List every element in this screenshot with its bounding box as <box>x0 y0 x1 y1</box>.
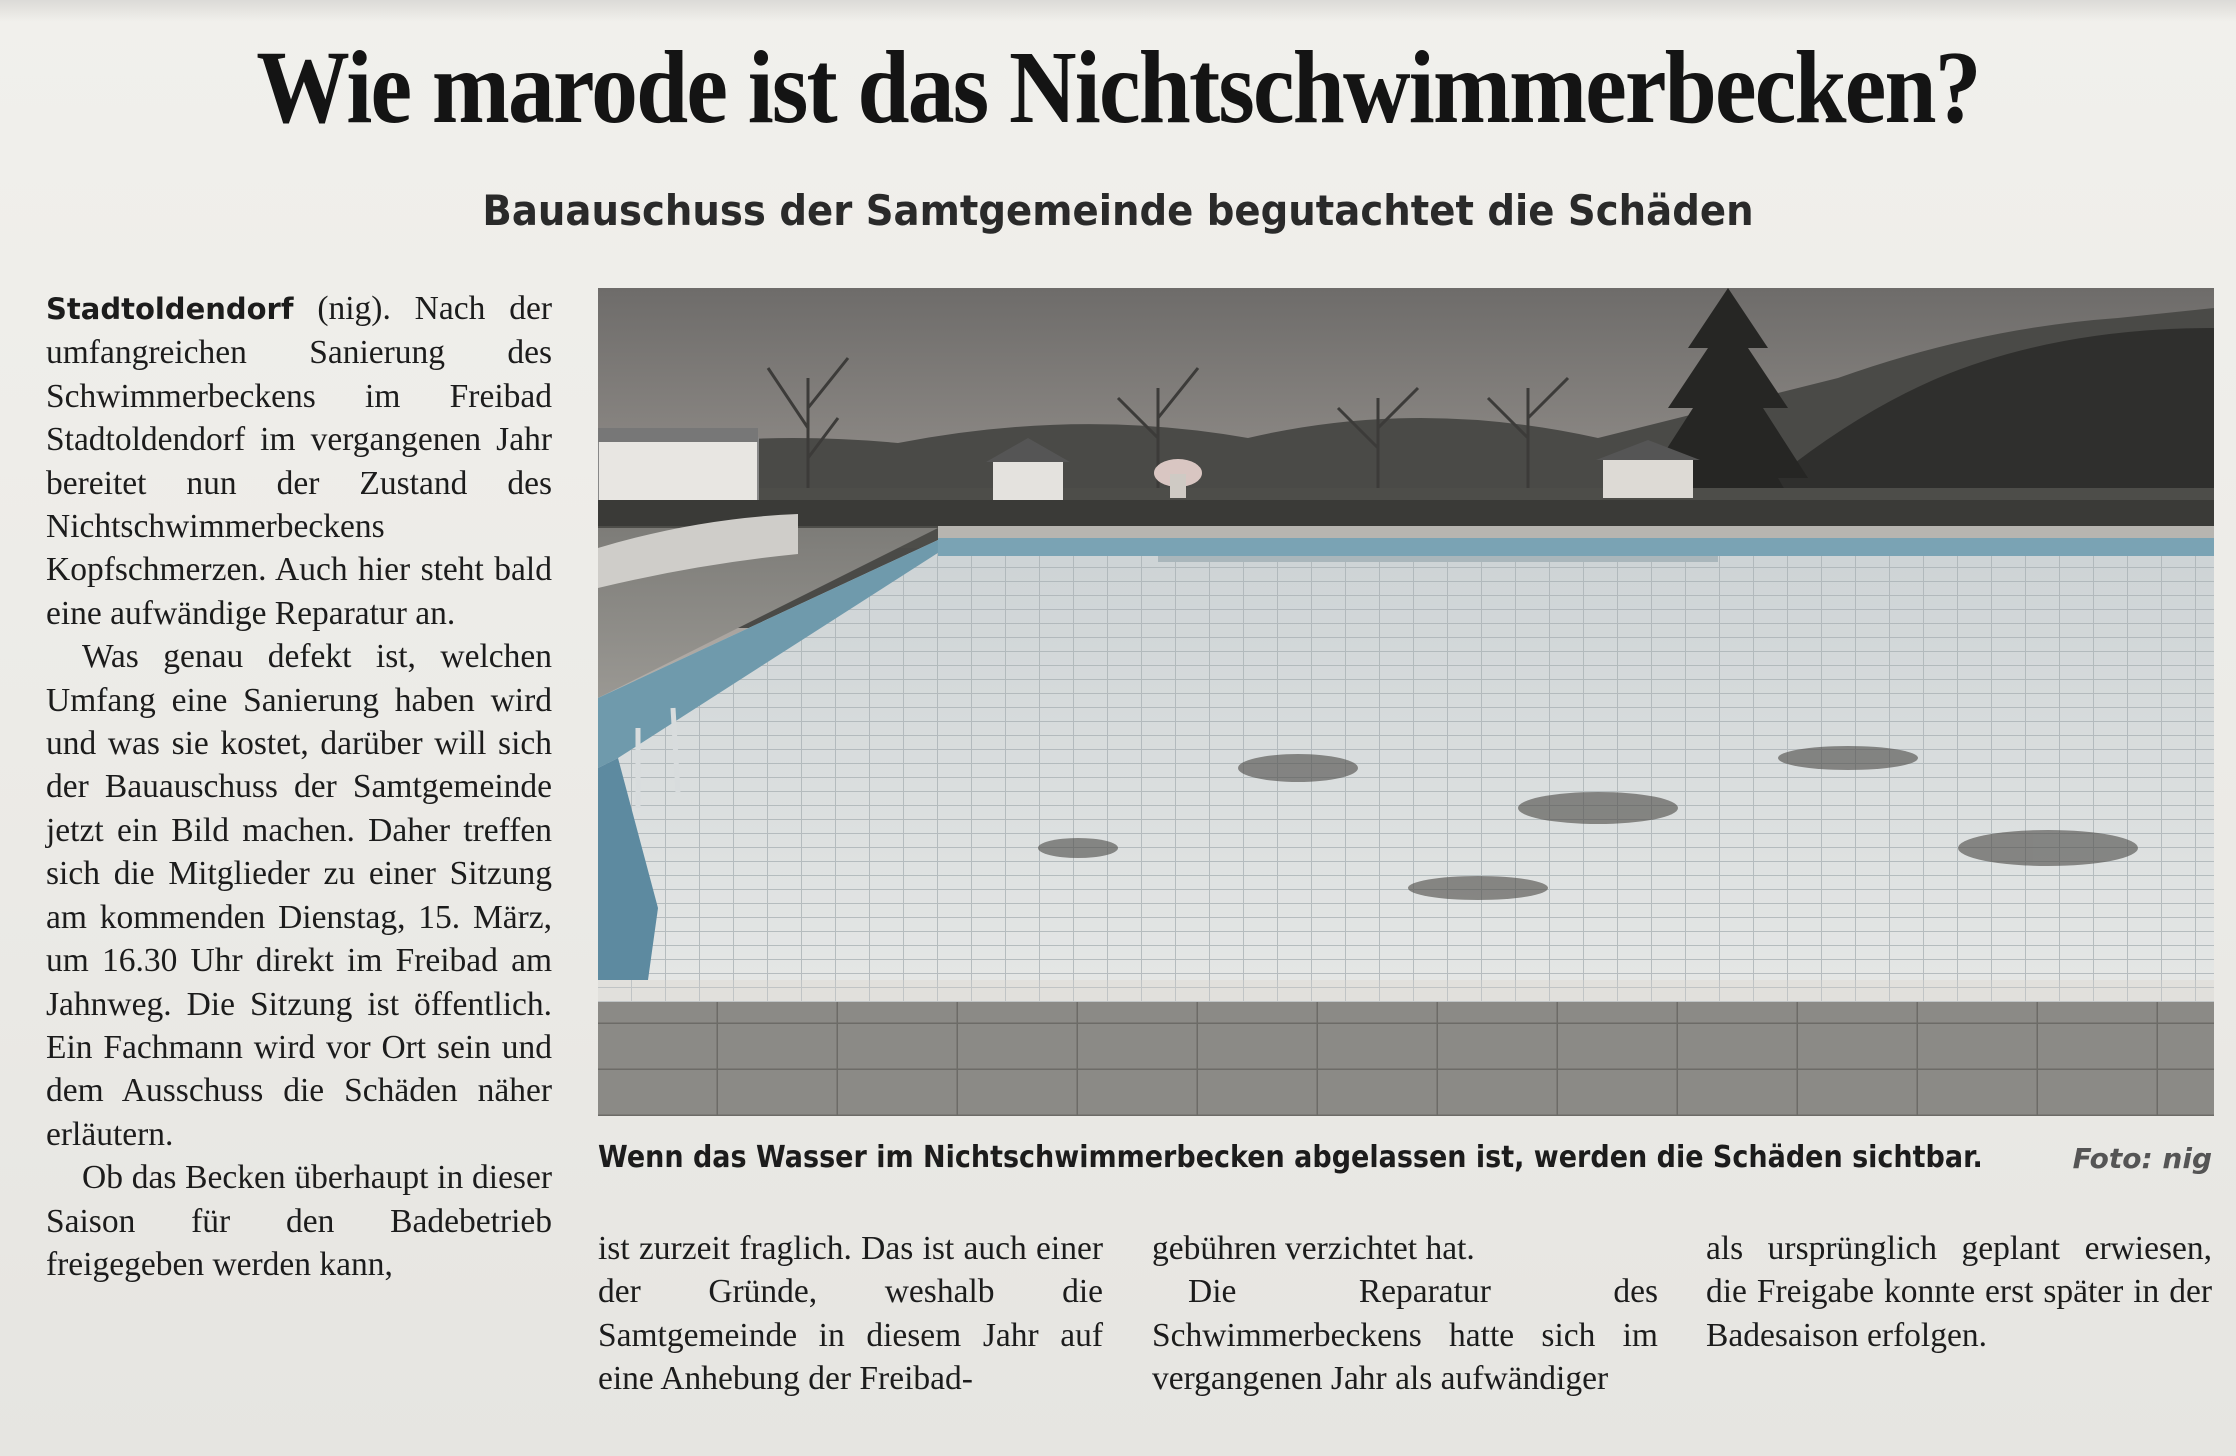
article-column-1 <box>46 287 552 1286</box>
dateline: Stadtoldendorf <box>46 292 294 326</box>
photo-credit: Foto: nig <box>2072 1142 2212 1175</box>
article-column-4 <box>1706 1227 2212 1357</box>
paragraph-text: (nig). Nach der umfangreichen Sanierung des Schwimmerbeckens im Freibad Stadtoldendorf im vergangenen Jahr bereitet nun der Zustand des Nichtschwimmerbeckens Kopfschmerzen. Auch hier steht bald eine aufwändige Reparatur an. <box>46 290 552 632</box>
paragraph: Ob das Becken überhaupt in dieser Saison für den Badebetrieb freigegeben werden kann, <box>46 1159 552 1283</box>
article-column-2 <box>598 1227 1103 1401</box>
paragraph: ist zurzeit fraglich. Das ist auch einer der Gründe, weshalb die Samtgemeinde in diesem Jahr auf eine Anhebung der Freibad- <box>598 1230 1103 1398</box>
paragraph: gebühren verzichtet hat. <box>1152 1230 1475 1267</box>
headline: Wie marode ist das Nichtschwimmerbecken? <box>256 30 1980 145</box>
paragraph: Die Reparatur des Schwimmerbeckens hatte sich im vergangenen Jahr als aufwändiger <box>1152 1273 1658 1398</box>
photo-caption: Wenn das Wasser im Nichtschwimmerbecken abgelassen ist, werden die Schäden sichtbar. <box>598 1140 1983 1175</box>
paragraph <box>46 287 552 635</box>
paragraph: Was genau defekt ist, welchen Umfang eine Sanierung haben wird und was sie kostet, darüber will sich der Bauauschuss der Samtgemeinde jetzt ein Bild machen. Daher treffen sich die Mitglieder zu einer Sitzung am kommenden Dienstag, 15. März, um 16.30 Uhr direkt im Freibad am Jahnweg. Die Sitzung ist öffentlich. Ein Fachmann wird vor Ort sein und dem Ausschuss die Schäden näher erläutern. <box>46 638 552 1153</box>
subheadline: Bauauschuss der Samtgemeinde begutachtet die Schäden <box>482 186 1754 235</box>
scan-edge <box>0 0 2236 22</box>
article-column-3 <box>1152 1227 1658 1401</box>
pool-photo <box>598 288 2214 1116</box>
paragraph: als ursprünglich geplant erwiesen, die Freigabe konnte erst später in der Badesaison erfolgen. <box>1706 1230 2212 1354</box>
